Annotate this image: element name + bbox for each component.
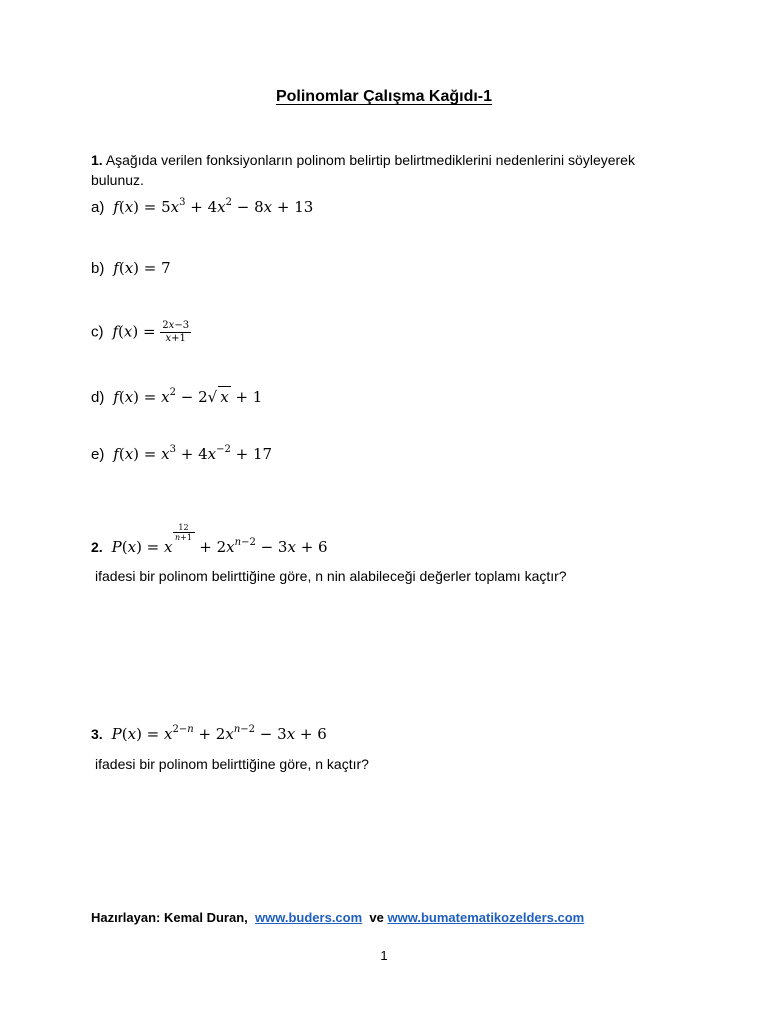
item-label: d) — [91, 389, 105, 406]
sqrt-radicand: x — [220, 388, 229, 406]
q1-prompt — [91, 150, 681, 190]
q2-number: 2. — [91, 539, 103, 555]
link-bumatematikozelders[interactable]: www.bumatematikozelders.com — [387, 910, 585, 925]
q2-text: ifadesi bir polinom belirttiğine göre, n nin alabileceği değerler toplamı kaçtır? — [95, 568, 567, 584]
q3-number: 3. — [91, 726, 103, 742]
page-number: 1 — [380, 948, 388, 963]
q1-prompt-text: Aşağıda verilen fonksiyonların polinom belirtip belirtmediklerini nedenlerini söyleyerek bulunuz. — [91, 152, 635, 188]
page-title: Polinomlar Çalışma Kağıdı-1 — [275, 88, 493, 105]
q1-item-b: b) f(x) = 7 — [91, 259, 171, 277]
item-label: c) — [91, 323, 104, 341]
q3-equation: 3. $P(x) = x^{2-n} + 2x^{n-2} - 3x + 6$ — [91, 724, 327, 743]
q1-item-d: d) $f(x) = x^2 - 2√$ x + 1 — [91, 387, 263, 406]
footer-author: Hazırlayan: Kemal Duran, — [91, 910, 248, 925]
q3-text: ifadesi bir polinom belirttiğine göre, n kaçtır? — [95, 756, 369, 772]
fraction-exponent: 12 n+1 — [173, 542, 195, 552]
q2-equation: 2. P(x) = x 12 n+1 + $2x^{n-2} - 3x + 6$ — [91, 523, 328, 556]
q1-number: 1. — [91, 152, 103, 168]
footer-connector: ve — [369, 910, 384, 925]
q1-item-a: a) $f(x) = 5x^3 + 4x^2 - 8x + 13$ — [91, 197, 314, 216]
q1-item-c: c) f(x) = $\frac{2x-3}{x+1}$ — [91, 320, 190, 344]
item-label: e) — [91, 446, 105, 463]
item-label: a) — [91, 199, 105, 216]
fraction: $\frac{2x-3}{x+1}$ — [162, 320, 190, 344]
link-buders[interactable]: www.buders.com — [255, 910, 363, 925]
footer — [91, 910, 584, 925]
q1-item-e: e) $f(x) = x^3 + 4x^{-2} + 17$ — [91, 444, 273, 463]
item-label: b) — [91, 260, 105, 277]
